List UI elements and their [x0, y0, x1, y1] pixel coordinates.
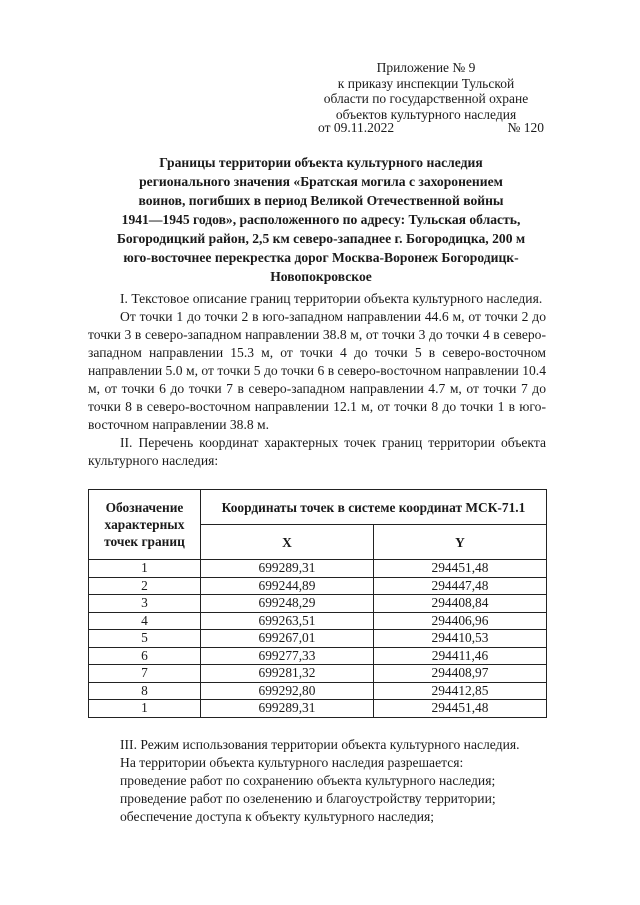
title-line: Богородицкий район, 2,5 км северо-западнее г. Богородицка, 200 м: [116, 231, 526, 246]
annex-line: области по государственной охране: [323, 91, 529, 106]
order-date: от 09.11.2022: [318, 120, 395, 135]
annex-line: Приложение № 9: [376, 60, 476, 75]
point-cell: 1: [89, 560, 201, 578]
table-row: [89, 700, 547, 718]
y-cell: 294451,48: [374, 700, 547, 718]
col-x-header: X: [201, 525, 374, 560]
col-y-header: Y: [374, 525, 547, 560]
y-cell: 294451,48: [374, 560, 547, 578]
point-cell: 2: [89, 577, 201, 595]
col-point-header: Обозначение характерных точек границ: [89, 490, 201, 560]
section3-heading: III. Режим использования территории объекта культурного наследия.: [120, 737, 520, 752]
point-cell: 7: [89, 665, 201, 683]
table-row: [89, 682, 547, 700]
x-cell: 699267,01: [201, 630, 374, 648]
point-cell: 8: [89, 682, 201, 700]
y-cell: 294447,48: [374, 577, 547, 595]
table-row: [89, 577, 547, 595]
col-coords-header: Координаты точек в системе координат МСК-71.1: [201, 490, 547, 525]
coordinates-table: [88, 489, 547, 718]
title-line: Новопокровское: [270, 269, 372, 284]
point-cell: 3: [89, 595, 201, 613]
table-row: [89, 665, 547, 683]
title-line: 1941—1945 годов», расположенного по адресу: Тульская область,: [121, 212, 521, 227]
section3-item: проведение работ по озеленению и благоустройству территории;: [120, 791, 496, 806]
title-line: Границы территории объекта культурного наследия: [159, 155, 483, 170]
x-cell: 699292,80: [201, 682, 374, 700]
y-cell: 294410,53: [374, 630, 547, 648]
y-cell: 294406,96: [374, 612, 547, 630]
x-cell: 699277,33: [201, 647, 374, 665]
section3-item: обеспечение доступа к объекту культурного наследия;: [120, 809, 435, 824]
title-line: регионального значения «Братская могила с захоронением: [139, 174, 503, 189]
table-row: [89, 560, 547, 578]
x-cell: 699263,51: [201, 612, 374, 630]
y-cell: 294408,97: [374, 665, 547, 683]
point-cell: 5: [89, 630, 201, 648]
section2-heading: II. Перечень координат характерных точек границ территории объекта культурного наследия:: [88, 435, 546, 468]
table-row: [89, 595, 547, 613]
section1-heading: I. Текстовое описание границ территории объекта культурного наследия.: [120, 291, 543, 306]
point-cell: 4: [89, 612, 201, 630]
annex-line: к приказу инспекции Тульской: [337, 75, 515, 91]
section3-intro: На территории объекта культурного наследия разрешается:: [120, 755, 464, 770]
section3-item: проведение работ по сохранению объекта культурного наследия;: [120, 773, 496, 788]
section-text-description: [88, 290, 546, 470]
order-date-number: [318, 120, 544, 136]
title-line: воинов, погибших в период Великой Отечественной войны: [138, 193, 504, 208]
y-cell: 294412,85: [374, 682, 547, 700]
point-cell: 6: [89, 647, 201, 665]
x-cell: 699289,31: [201, 700, 374, 718]
x-cell: 699248,29: [201, 595, 374, 613]
y-cell: 294411,46: [374, 647, 547, 665]
document-title: [86, 153, 556, 286]
table-row: [89, 612, 547, 630]
section-usage-regime: [88, 736, 546, 826]
x-cell: 699289,31: [201, 560, 374, 578]
point-cell: 1: [89, 700, 201, 718]
order-number: № 120: [507, 120, 544, 135]
section1-text: От точки 1 до точки 2 в юго-западном направлении 44.6 м, от точки 2 до точки 3 в северо-западном направлении 38.8 м, от точки 3 до точки 4 в северо-западном направлении 15.3 м, от точки 4 до точки 5 в северо-восточном направлении 5.0 м, от точки 5 до точки 6 в северо-восточном направлении 10.4 м, от точки 6 до точки 7 в северо-западном направлении 4.7 м, от точки 7 до точки 8 в северо-восточном направлении 12.1 м, от точки 8 до точки 1 в юго-восточном направлении 38.8 м.: [88, 309, 546, 432]
title-line: юго-восточнее перекрестка дорог Москва-Воронеж Богородицк-: [123, 250, 519, 265]
y-cell: 294408,84: [374, 595, 547, 613]
table-row: [89, 630, 547, 648]
x-cell: 699281,32: [201, 665, 374, 683]
annex-line: объектов культурного наследия: [335, 106, 517, 122]
table-row: [89, 647, 547, 665]
x-cell: 699244,89: [201, 577, 374, 595]
annex-block: [296, 60, 556, 122]
